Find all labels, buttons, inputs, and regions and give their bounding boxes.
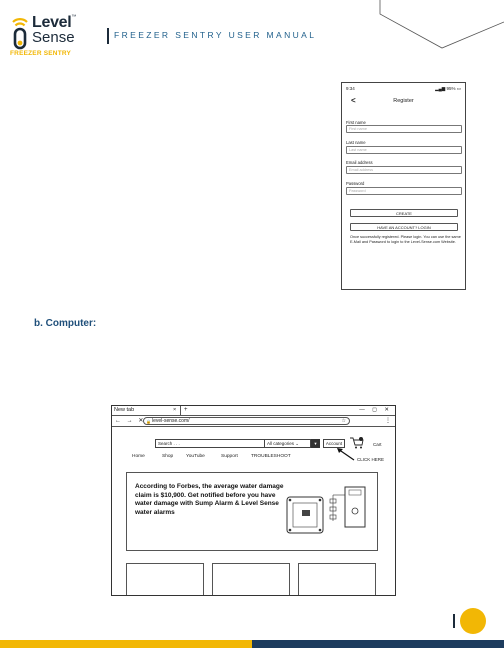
click-here-label: CLICK HERE bbox=[357, 457, 385, 462]
product-card[interactable] bbox=[212, 563, 290, 596]
tab-new-tab[interactable]: New tab bbox=[112, 406, 181, 416]
page-title: FREEZER SENTRY USER MANUAL bbox=[114, 30, 317, 40]
register-title: Register bbox=[393, 98, 414, 104]
tab-close-icon[interactable]: × bbox=[173, 407, 177, 413]
logo-word-level: Level™ bbox=[32, 14, 77, 31]
login-button[interactable]: HAVE AN ACCOUNT? LOGIN bbox=[350, 223, 458, 231]
product-card[interactable] bbox=[126, 563, 204, 596]
promo-banner bbox=[126, 472, 378, 551]
footer-bar-navy bbox=[252, 640, 504, 648]
last-name-label: Last name bbox=[346, 140, 366, 145]
address-bar-row bbox=[112, 416, 395, 427]
cart-label[interactable]: Cart bbox=[373, 442, 382, 447]
url-input[interactable] bbox=[143, 417, 350, 425]
create-button[interactable]: CREATE bbox=[350, 209, 458, 217]
logo-word-sense: Sense bbox=[32, 29, 75, 46]
logo-mark-icon bbox=[10, 16, 30, 52]
pointer-arrow-icon bbox=[336, 447, 356, 461]
email-input[interactable]: Email address bbox=[346, 166, 462, 174]
browser-window bbox=[111, 405, 396, 596]
menu-item-youtube[interactable]: YouTube bbox=[186, 454, 205, 459]
menu-item-support[interactable]: Support bbox=[221, 454, 238, 459]
lock-icon: 🔒 bbox=[146, 419, 151, 424]
nav-arrows[interactable]: ← → ✕ bbox=[115, 418, 146, 424]
password-label: Password bbox=[346, 181, 365, 186]
footer-bar-yellow bbox=[0, 640, 252, 648]
sump-alarm-device-icon bbox=[329, 481, 369, 539]
level-sense-logo bbox=[10, 14, 80, 60]
menu-item-shop[interactable]: Shop bbox=[162, 454, 174, 459]
product-card[interactable] bbox=[298, 563, 376, 596]
category-select[interactable] bbox=[265, 439, 311, 448]
site-search-input[interactable]: Search . . . bbox=[155, 439, 265, 448]
menu-item-troubleshoot[interactable]: TROUBLESHOOT bbox=[251, 454, 291, 459]
register-note: Once successfully registered. Please login. You can use the same E-Mail and Password to login to the Level-Sense.com Website. bbox=[350, 235, 461, 245]
corner-decoration bbox=[378, 0, 504, 50]
browser-menu-icon[interactable]: ⋮ bbox=[385, 418, 391, 424]
first-name-input[interactable]: First name bbox=[346, 125, 462, 133]
logo-subtitle: FREEZER SENTRY bbox=[10, 50, 72, 57]
phone-status-icons: ▂▄▆ 95% ▭ bbox=[435, 86, 461, 91]
sensor-device-icon bbox=[285, 493, 325, 535]
search-button-icon[interactable]: ▾ bbox=[311, 439, 320, 448]
section-heading: b. Computer: bbox=[34, 318, 97, 329]
page-number-divider bbox=[453, 614, 455, 628]
window-controls[interactable]: — ◻ ✕ bbox=[359, 407, 392, 413]
phone-time: 9:34 bbox=[346, 86, 355, 91]
banner-text: According to Forbes, the average water damage claim is $10,900. Get notified before you have water damage with Sump Alarm & Level Sense water alarms bbox=[135, 483, 284, 516]
tab-bar bbox=[112, 406, 395, 416]
menu-item-home[interactable]: Home bbox=[132, 454, 145, 459]
first-name-label: First name bbox=[346, 120, 366, 125]
category-select-label: All categories bbox=[267, 441, 295, 446]
header-divider bbox=[107, 28, 109, 44]
email-label: Email address bbox=[346, 160, 373, 165]
new-tab-plus-icon[interactable]: + bbox=[184, 407, 188, 413]
star-icon[interactable]: ☆ bbox=[341, 418, 346, 424]
phone-register-screen bbox=[341, 82, 466, 290]
page-marker-dot bbox=[460, 608, 486, 634]
url-text: level-sense.com/ bbox=[152, 418, 190, 424]
last-name-input[interactable]: Last name bbox=[346, 146, 462, 154]
account-button[interactable]: Account bbox=[323, 439, 345, 448]
chevron-down-icon: ⌄ bbox=[295, 441, 300, 446]
back-arrow-icon[interactable]: < bbox=[351, 96, 356, 105]
password-input[interactable]: Password bbox=[346, 187, 462, 195]
